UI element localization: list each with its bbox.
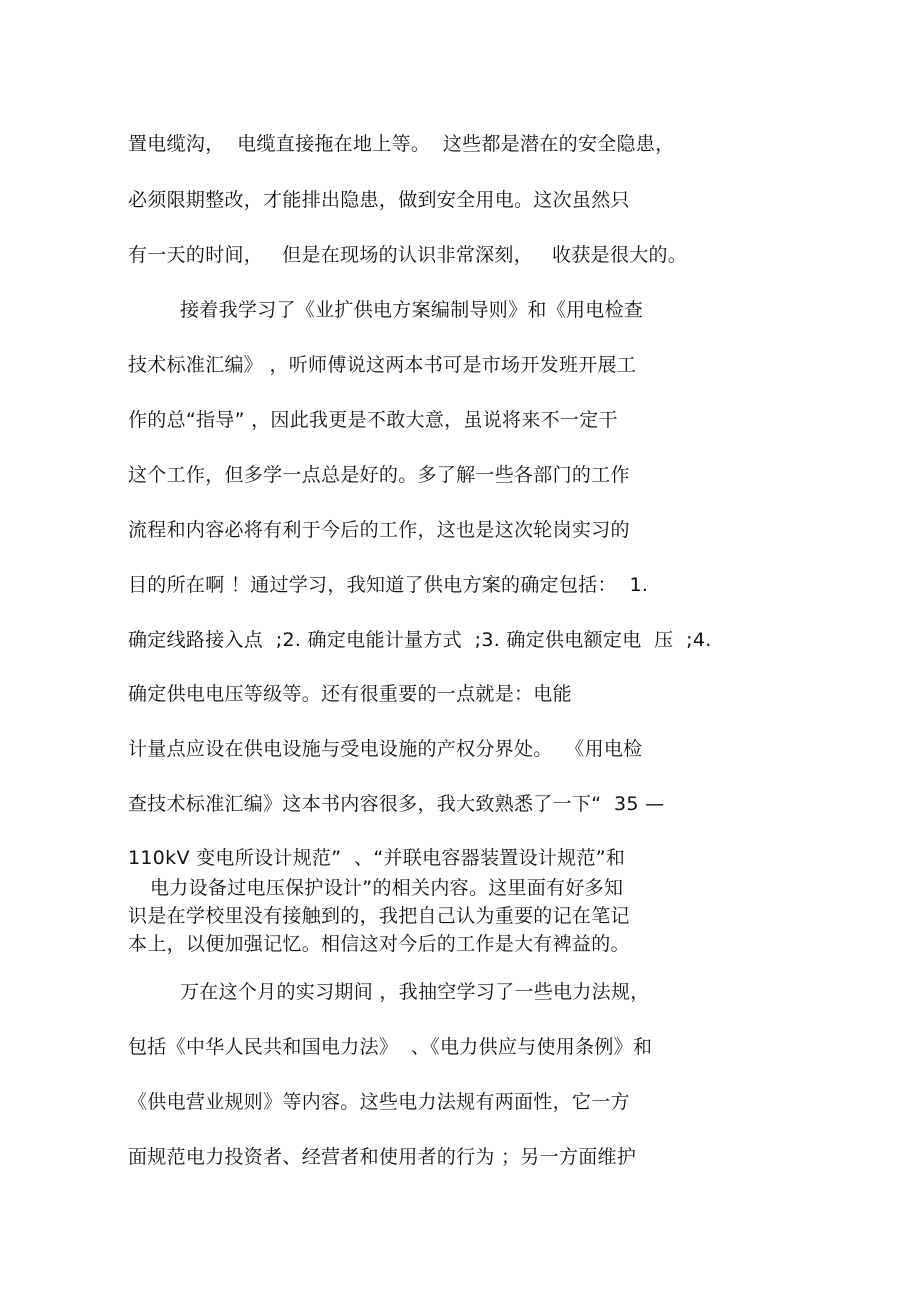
text-line-1: 置电缆沟， 电缆直接拖在地上等。 这些都是潜在的安全隐患，: [128, 133, 675, 155]
text-line-6: 作的总“指导” ，因此我更是不敢大意，虽说将来不一定干: [128, 409, 618, 431]
text-line-16: 识是在学校里没有接触到的，我把自己认为重要的记在笔记: [128, 905, 630, 927]
text-line-18: 万在这个月的实习期间 ，我抽空学习了一些电力法规，: [180, 981, 650, 1003]
text-line-11: 确定供电电压等级等。还有很重要的一点就是：电能: [128, 683, 572, 705]
text-line-13: 查技术标准汇编》这本书内容很多，我大致熟悉了一下“ 35 —: [128, 793, 665, 815]
text-line-9: 目的所在啊 ！通过学习，我知道了供电方案的确定包括： 1.: [128, 574, 649, 596]
text-line-2: 必须限期整改，才能排出隐患，做到安全用电。这次虽然只: [128, 189, 630, 211]
text-line-15: 电力设备过电压保护设计”的相关内容。这里面有好多知: [150, 877, 624, 899]
text-line-12: 计量点应设在供电设施与受电设施的产权分界处。 《用电检: [128, 738, 643, 760]
text-line-4: 接着我学习了《业扩供电方案编制导则》和《用电检查: [180, 299, 644, 321]
text-line-10: 确定线路接入点 ;2. 确定电能计量方式 ;3. 确定供电额定电 压 ;4.: [128, 629, 712, 651]
text-line-3: 有一天的时间， 但是在现场的认识非常深刻， 收获是很大的。: [128, 244, 688, 266]
text-line-21: 面规范电力投资者、经营者和使用者的行为 ；另一方面维护: [128, 1146, 637, 1168]
text-line-14: 110kV 变电所设计规范” 、“并联电容器装置设计规范”和: [128, 847, 626, 869]
text-line-20: 《供电营业规则》等内容。这些电力法规有两面性，它一方: [128, 1091, 630, 1113]
text-line-19: 包括《中华人民共和国电力法》 、《电力供应与使用条例》和: [128, 1036, 653, 1058]
text-line-8: 流程和内容必将有利于今后的工作，这也是这次轮岗实习的: [128, 519, 630, 541]
text-line-7: 这个工作，但多学一点总是好的。多了解一些各部门的工作: [128, 464, 630, 486]
text-line-17: 本上，以便加强记忆。相信这对今后的工作是大有裨益的。: [128, 933, 630, 955]
text-line-5: 技术标准汇编》 ，听师傅说这两本书可是市场开发班开展工: [128, 354, 637, 376]
